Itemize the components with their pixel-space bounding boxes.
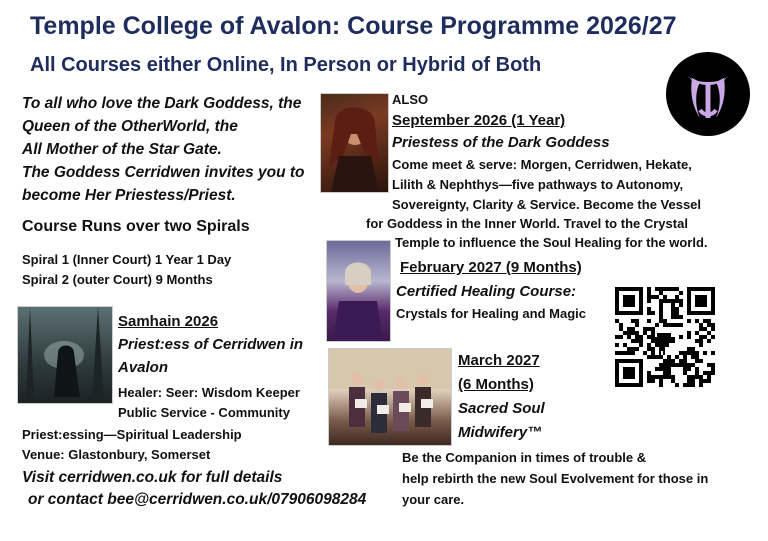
september-body-line: Come meet & serve: Morgen, Cerridwen, Hekate, [392, 157, 692, 172]
spiral-item: Spiral 1 (Inner Court) 1 Year 1 Day [22, 252, 232, 267]
september-heading: September 2026 (1 Year) [392, 112, 566, 129]
september-body-line: Temple to influence the Soul Healing for the world. [395, 235, 708, 250]
intro-line: The Goddess Cerridwen invites you to [22, 164, 305, 181]
intro-line: become Her Priestess/Priest. [22, 187, 236, 204]
september-course-title: Priestess of the Dark Goddess [392, 134, 610, 151]
intro-text [22, 92, 305, 207]
samhain-line: Public Service - Community [118, 405, 290, 420]
contact-details-text: or contact bee@cerridwen.co.uk/07906098284 [28, 491, 367, 508]
march-body-line: help rebirth the new Soul Evolvement for those in [402, 471, 709, 486]
samhain-heading: Samhain 2026 [118, 313, 219, 330]
visit-website-text: Visit cerridwen.co.uk for full details [22, 469, 283, 486]
samhain-line: Priest:essing—Spiritual Leadership [22, 427, 242, 442]
samhain-course-title: Avalon [118, 359, 169, 376]
september-body-line: for Goddess in the Inner World. Travel to the Crystal [366, 216, 688, 231]
cerridwen-forest-photo [17, 306, 113, 404]
february-heading: February 2027 (9 Months) [400, 259, 582, 276]
march-body [402, 447, 708, 510]
healer-photo [326, 240, 391, 342]
samhain-line: Healer: Seer: Wisdom Keeper [118, 385, 300, 400]
triple-moon-logo-icon [666, 52, 750, 136]
intro-line: All Mother of the Star Gate. [22, 141, 222, 158]
september-body-line: Sovereignty, Clarity & Service. Become the Vessel [392, 197, 702, 212]
march-body-line: your care. [402, 492, 465, 507]
also-label: ALSO [392, 92, 429, 107]
february-body: Crystals for Healing and Magic [396, 306, 586, 321]
september-body-line: Lilith & Nephthys—five pathways to Autonomy, [392, 177, 684, 192]
march-course-title: Midwifery™ [458, 424, 543, 441]
spirals-list [22, 250, 231, 290]
march-body-line: Be the Companion in times of trouble & [402, 450, 647, 465]
page-title: Temple College of Avalon: Course Programme 2026/27 [30, 12, 677, 40]
page-subtitle: All Courses either Online, In Person or Hybrid of Both [30, 54, 542, 76]
dark-goddess-photo [320, 93, 389, 193]
march-course-title: Sacred Soul [458, 400, 545, 417]
february-course-title: Certified Healing Course: [396, 283, 577, 300]
march-heading: (6 Months) [458, 376, 534, 393]
march-heading: March 2027 [458, 352, 540, 369]
spiral-item: Spiral 2 (outer Court) 9 Months [22, 272, 213, 287]
intro-line: To all who love the Dark Goddess, the [22, 95, 302, 112]
samhain-course-title: Priest:ess of Cerridwen in [118, 336, 304, 353]
qr-code-icon[interactable] [615, 285, 719, 391]
intro-line: Queen of the OtherWorld, the [22, 118, 238, 135]
samhain-venue: Venue: Glastonbury, Somerset [22, 447, 211, 462]
group-photo [328, 348, 452, 446]
course-runs-heading: Course Runs over two Spirals [22, 218, 250, 235]
